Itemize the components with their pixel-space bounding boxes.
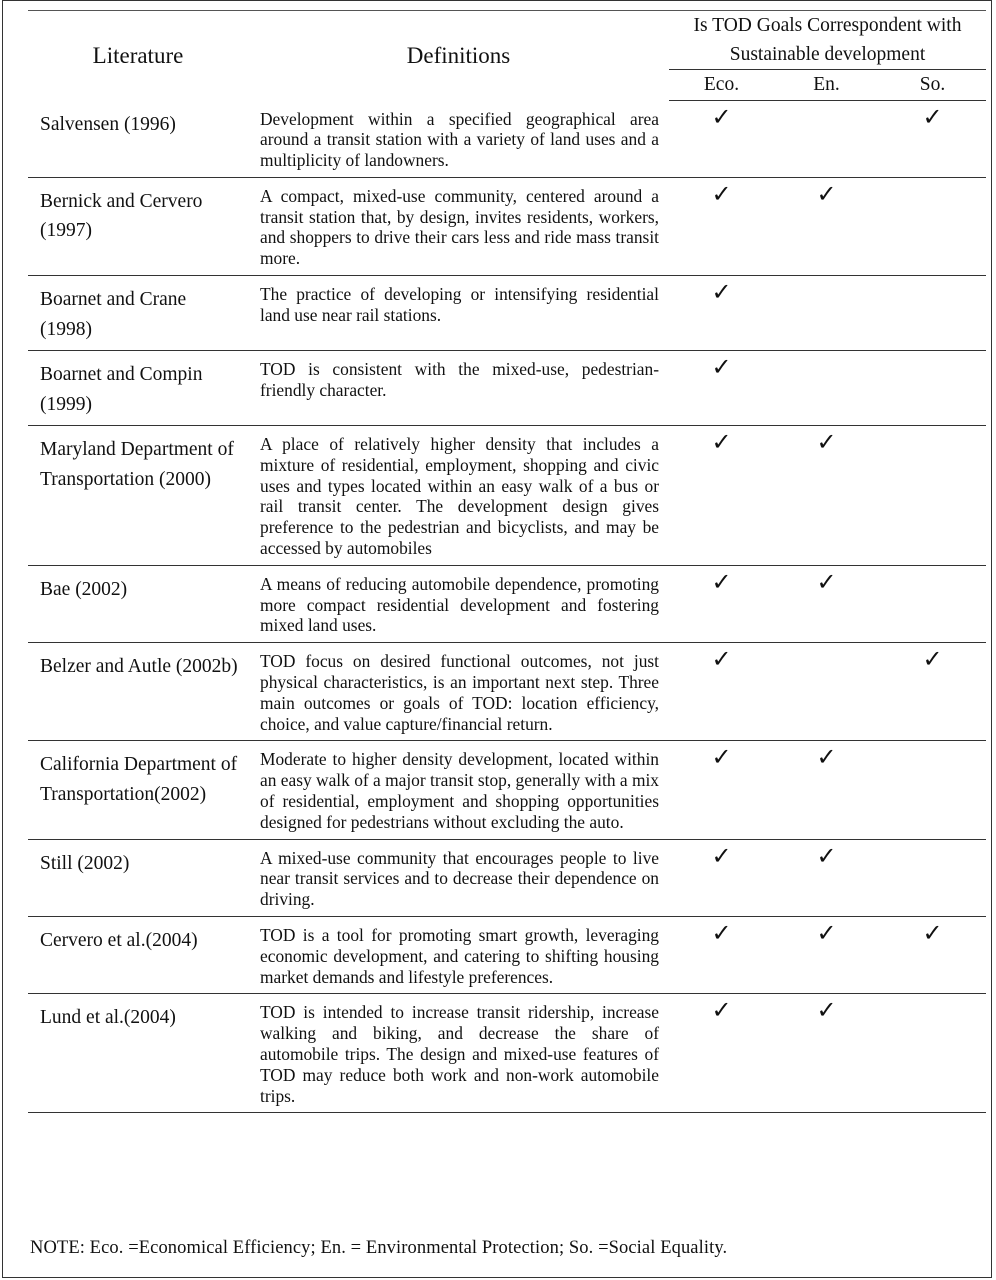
checkmark-icon: ✓ xyxy=(711,355,732,382)
literature-cell: Cervero et al.(2004) xyxy=(40,930,198,952)
checkmark-icon: ✓ xyxy=(711,569,732,596)
so-cell xyxy=(879,101,986,178)
checkmark-icon: ✓ xyxy=(711,998,732,1025)
definition-cell: TOD is consistent with the mixed-use, pedestrian-friendly character. xyxy=(260,359,659,400)
en-cell xyxy=(774,839,879,916)
so-cell xyxy=(879,643,986,741)
definition-cell: A mixed-use community that encourages people to live near transit services and to decrease their dependence on driving. xyxy=(260,847,659,910)
checkmark-icon: ✓ xyxy=(711,745,732,772)
eco-cell xyxy=(669,101,774,178)
en-cell xyxy=(774,426,879,566)
checkmark-icon: ✓ xyxy=(711,430,732,457)
table-row xyxy=(28,101,986,178)
literature-cell: Lund et al.(2004) xyxy=(40,1007,176,1029)
table-row xyxy=(28,917,986,994)
literature-cell: Belzer and Autle (2002b) xyxy=(40,656,238,678)
table-row xyxy=(28,177,986,275)
checkmark-icon: ✓ xyxy=(711,105,732,131)
en-cell xyxy=(774,101,879,178)
checkmark-icon: ✓ xyxy=(816,745,837,772)
eco-cell xyxy=(669,177,774,275)
definition-cell: TOD is a tool for promoting smart growth, leveraging economic development, and catering to shifting housing market demands and lifestyle preferences. xyxy=(260,925,659,987)
en-cell xyxy=(774,351,879,426)
tod-definitions-table xyxy=(28,11,986,1113)
definition-cell: A means of reducing automobile dependence, promoting more compact residential development and fostering mixed land uses. xyxy=(260,573,659,636)
table-row xyxy=(28,741,986,839)
literature-cell: Maryland Department of Transportation (2000) xyxy=(40,439,234,490)
checkmark-icon: ✓ xyxy=(816,569,837,596)
header-literature: Literature xyxy=(92,42,184,68)
so-cell xyxy=(879,917,986,994)
checkmark-icon: ✓ xyxy=(922,921,943,948)
checkmark-icon: ✓ xyxy=(816,998,837,1025)
so-cell xyxy=(879,426,986,566)
so-cell xyxy=(879,565,986,642)
literature-cell: Salvensen (1996) xyxy=(40,113,176,135)
definition-cell: A compact, mixed-use community, centered around a transit station that, by design, invites residents, workers, and shoppers to drive their cars less and ride mass transit more. xyxy=(260,185,659,269)
eco-cell xyxy=(669,643,774,741)
definition-cell: A place of relatively higher density that includes a mixture of residential, employment, shopping and civic uses and types located within an easy walk of a bus or rail transit center. The development design gives preference to the pedestrian and bicyclists, and may be accessed by automobiles xyxy=(260,434,659,559)
en-cell xyxy=(774,276,879,351)
checkmark-icon: ✓ xyxy=(711,181,732,208)
header-goals-text: Is TOD Goals Correspondent with Sustainable development xyxy=(669,11,986,70)
table-row xyxy=(28,994,986,1113)
eco-cell xyxy=(669,351,774,426)
table-row xyxy=(28,839,986,916)
so-cell xyxy=(879,276,986,351)
checkmark-icon: ✓ xyxy=(711,280,732,307)
so-cell xyxy=(879,351,986,426)
checkmark-icon: ✓ xyxy=(922,647,943,674)
header-en: En. xyxy=(774,70,879,101)
definition-cell: TOD focus on desired functional outcomes, not just physical characteristics, is an important next step. Three main outcomes or goals of TOD: location efficiency, choice, and value capture/financial return. xyxy=(260,651,659,734)
so-cell xyxy=(879,177,986,275)
literature-cell: Boarnet and Compin (1999) xyxy=(40,364,203,415)
en-cell xyxy=(774,643,879,741)
table-row xyxy=(28,276,986,351)
checkmark-icon: ✓ xyxy=(816,181,837,208)
checkmark-icon: ✓ xyxy=(816,921,837,948)
en-cell xyxy=(774,994,879,1113)
so-cell xyxy=(879,994,986,1113)
table-note: NOTE: Eco. =Economical Efficiency; En. = Environmental Protection; So. =Social Equality. xyxy=(30,1238,728,1258)
checkmark-icon: ✓ xyxy=(711,647,732,674)
header-so: So. xyxy=(879,70,986,101)
literature-cell: Bernick and Cervero (1997) xyxy=(40,190,203,242)
header-goals xyxy=(669,11,986,70)
checkmark-icon: ✓ xyxy=(816,430,837,457)
so-cell xyxy=(879,839,986,916)
eco-cell xyxy=(669,994,774,1113)
literature-cell: Boarnet and Crane (1998) xyxy=(40,289,187,340)
literature-cell: Still (2002) xyxy=(40,852,130,874)
definition-cell: Moderate to higher density development, located within an easy walk of a major transit stop, generally with a mix of residential, employment and shopping opportunities designed for pedestrians without excluding the auto. xyxy=(260,749,659,832)
literature-cell: Bae (2002) xyxy=(40,578,128,600)
checkmark-icon: ✓ xyxy=(711,921,732,948)
definition-cell: TOD is intended to increase transit ridership, increase walking and biking, and decrease the share of automobile trips. The design and mixed-use features of TOD may reduce both work and non-work automobile trips. xyxy=(260,1002,659,1106)
eco-cell xyxy=(669,839,774,916)
en-cell xyxy=(774,177,879,275)
eco-cell xyxy=(669,917,774,994)
table-body xyxy=(28,101,986,1113)
eco-cell xyxy=(669,565,774,642)
literature-cell: California Department of Transportation(2002) xyxy=(40,754,238,805)
table-row xyxy=(28,643,986,741)
checkmark-icon: ✓ xyxy=(711,843,732,870)
en-cell xyxy=(774,917,879,994)
definition-cell: The practice of developing or intensifying residential land use near rail stations. xyxy=(260,284,659,325)
checkmark-icon: ✓ xyxy=(922,105,943,131)
en-cell xyxy=(774,565,879,642)
table-row xyxy=(28,565,986,642)
table-row xyxy=(28,351,986,426)
eco-cell xyxy=(669,276,774,351)
table-row xyxy=(28,426,986,566)
header-definitions: Definitions xyxy=(406,42,511,68)
checkmark-icon: ✓ xyxy=(816,843,837,870)
eco-cell xyxy=(669,741,774,839)
en-cell xyxy=(774,741,879,839)
eco-cell xyxy=(669,426,774,566)
header-eco: Eco. xyxy=(669,70,774,101)
so-cell xyxy=(879,741,986,839)
definition-cell: Development within a specified geographical area around a transit station with a variety of land uses and a multiplicity of landowners. xyxy=(260,108,659,171)
